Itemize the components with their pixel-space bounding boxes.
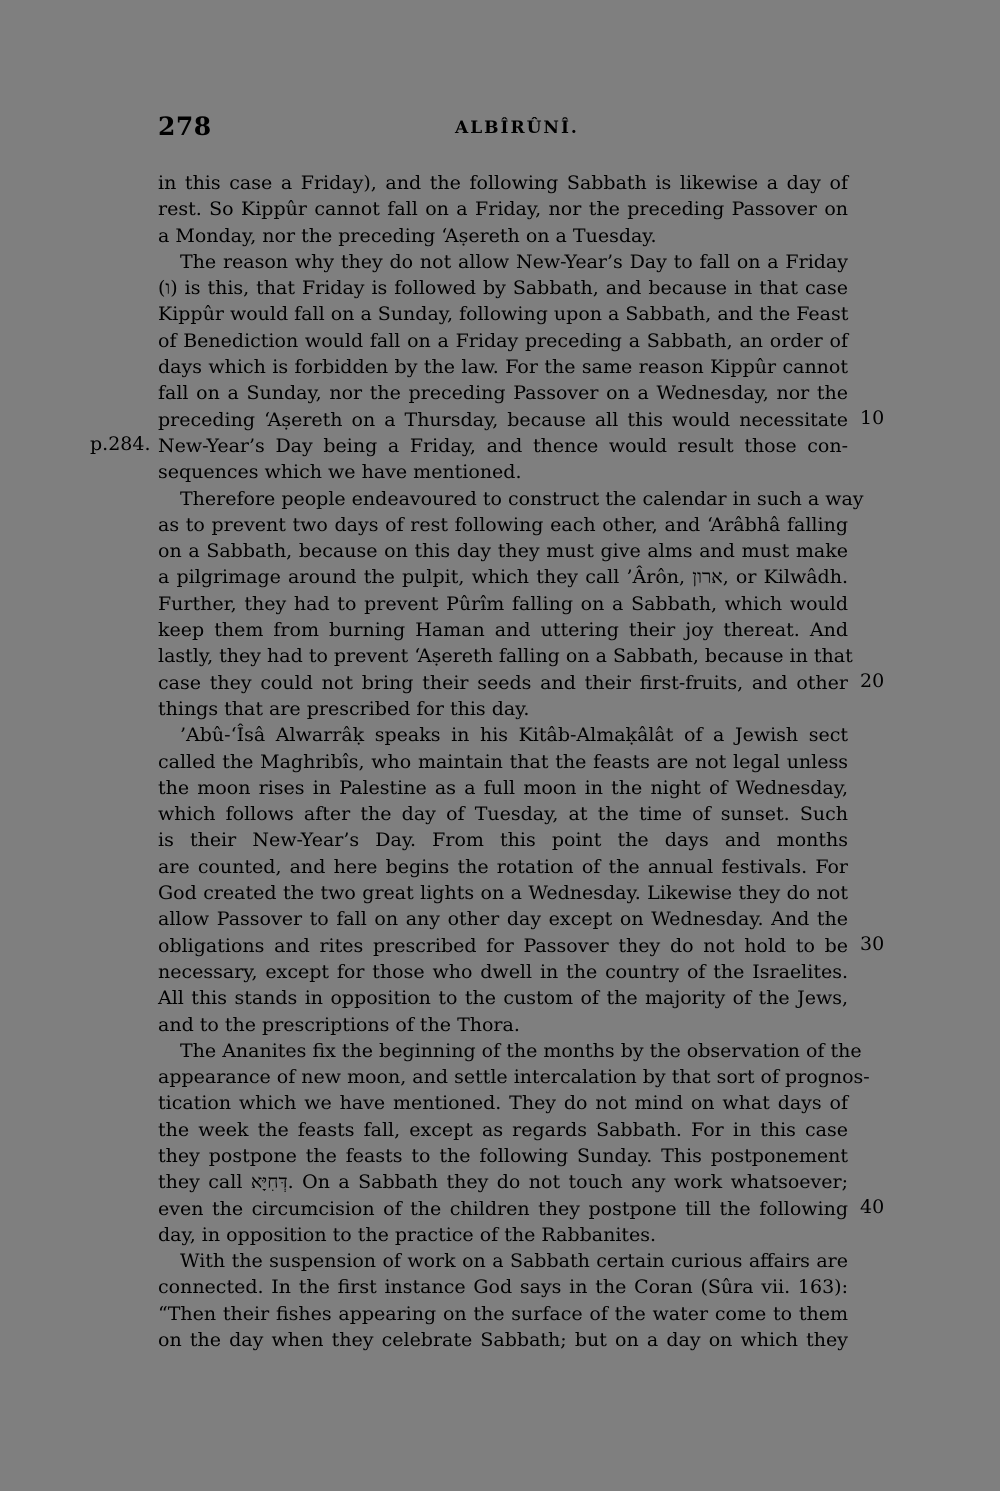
margin-line-number-40: 40 [860, 1196, 885, 1218]
text-line: ’Abû-‘Îsâ Alwarrâḳ speaks in his Kitâb-Almaḳâlât of a Jewish sect [180, 724, 848, 747]
text-line: God created the two great lights on a Wednesday. Likewise they do not [158, 882, 848, 905]
text-line: With the suspension of work on a Sabbath certain curious affairs are [180, 1250, 848, 1273]
text-line: Further, they had to prevent Pûrîm falling on a Sabbath, which would [158, 592, 848, 615]
text-line: The Ananites fix the beginning of the months by the observation of the [180, 1039, 862, 1062]
text-line: things that are prescribed for this day. [158, 697, 530, 720]
text-line: connected. In the first instance God says in the Coran (Sûra vii. 163): [158, 1276, 848, 1299]
text-line: Kippûr would fall on a Sunday, following upon a Sabbath, and the Feast [158, 303, 849, 326]
text-line: lastly, they had to prevent ‘Aṣereth falling on a Sabbath, because in that [158, 645, 853, 668]
text-line: even the circumcision of the children they postpone till the following [158, 1197, 848, 1220]
text-line: as to prevent two days of rest following each other, and ‘Arâbhâ falling [158, 513, 848, 536]
text-line: is their New-Year’s Day. From this point the days and months [158, 829, 848, 852]
text-line: they call דְּחִיָּא. On a Sabbath they do not touch any work whatsoever; [158, 1171, 848, 1194]
margin-line-number-30: 30 [860, 933, 885, 955]
text-line: Therefore people endeavoured to construct the calendar in such a way [180, 487, 864, 510]
body-text [158, 170, 870, 1353]
text-line: All this stands in opposition to the custom of the majority of the Jews, [158, 987, 848, 1010]
text-line: (ו) is this, that Friday is followed by Sabbath, and because in that case [158, 277, 848, 300]
text-line: preceding ‘Aṣereth on a Thursday, because all this would necessitate [158, 408, 848, 431]
text-line: are counted, and here begins the rotation of the annual festivals. For [158, 855, 848, 878]
text-line: case they could not bring their seeds and their first-fruits, and other [158, 671, 848, 694]
text-line: obligations and rites prescribed for Passover they do not hold to be [158, 934, 848, 957]
page-number: 278 [158, 112, 212, 141]
text-line: The reason why they do not allow New-Year’s Day to fall on a Friday [180, 250, 848, 273]
text-line: tication which we have mentioned. They do not mind on what days of [158, 1092, 848, 1115]
text-line: sequences which we have mentioned. [158, 461, 522, 484]
text-line: of Benediction would fall on a Friday preceding a Sabbath, an order of [158, 329, 848, 352]
text-line: fall on a Sunday, nor the preceding Passover on a Wednesday, nor the [158, 382, 848, 405]
margin-line-number-10: 10 [860, 407, 885, 429]
text-line: rest. So Kippûr cannot fall on a Friday, nor the preceding Passover on [158, 198, 848, 221]
text-line: days which is forbidden by the law. For the same reason Kippûr cannot [158, 356, 848, 379]
text-line: they postpone the feasts to the following Sunday. This postponement [158, 1144, 848, 1167]
text-line: “Then their fishes appearing on the surface of the water come to them [158, 1302, 848, 1325]
running-head: ALBÎRÛNÎ. [455, 118, 579, 138]
text-line: necessary, except for those who dwell in the country of the Israelites. [158, 960, 848, 983]
text-line: day, in opposition to the practice of the Rabbanites. [158, 1223, 657, 1246]
text-line: allow Passover to fall on any other day except on Wednesday. And the [158, 908, 848, 931]
margin-page-ref: p.284. [90, 433, 151, 455]
text-line: called the Maghribîs, who maintain that the feasts are not legal unless [158, 750, 848, 773]
text-line: a pilgrimage around the pulpit, which they call ’Ârôn, ארון, or Kilwâdh. [158, 566, 848, 589]
text-line: and to the prescriptions of the Thora. [158, 1013, 520, 1036]
text-line: appearance of new moon, and settle intercalation by that sort of prognos- [158, 1066, 870, 1089]
text-line: keep them from burning Haman and uttering their joy thereat. And [158, 619, 848, 642]
margin-line-number-20: 20 [860, 670, 885, 692]
text-line: New-Year’s Day being a Friday, and thence would result those con- [158, 434, 848, 457]
text-line: in this case a Friday), and the following Sabbath is likewise a day of [158, 172, 848, 194]
text-line: the moon rises in Palestine as a full moon in the night of Wednesday, [158, 776, 848, 799]
text-line: on a Sabbath, because on this day they must give alms and must make [158, 540, 848, 563]
text-line: on the day when they celebrate Sabbath; but on a day on which they [158, 1329, 848, 1352]
text-line: which follows after the day of Tuesday, at the time of sunset. Such [158, 803, 848, 826]
text-line: the week the feasts fall, except as regards Sabbath. For in this case [158, 1118, 848, 1141]
text-line: a Monday, nor the preceding ‘Aṣereth on a Tuesday. [158, 224, 657, 247]
